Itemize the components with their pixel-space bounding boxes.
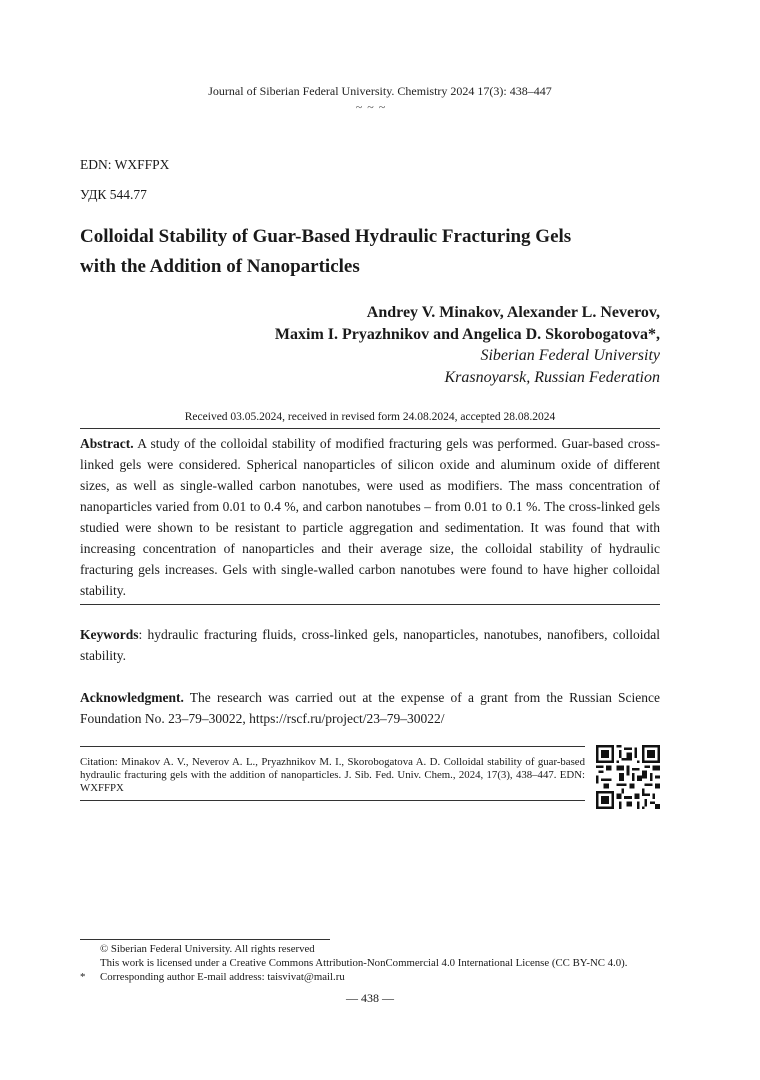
abstract	[80, 433, 660, 601]
keywords-text: : hydraulic fracturing fluids, cross-linked gels, nanoparticles, nanotubes, nanofibers, colloidal stability.	[80, 627, 660, 663]
received-dates: Received 03.05.2024, received in revised form 24.08.2024, accepted 28.08.2024	[184, 411, 556, 423]
journal-header: Journal of Siberian Federal University. Chemistry 2024 17(3): 438–447	[208, 84, 552, 98]
author-block	[275, 302, 660, 388]
authors-line-2: Maxim I. Pryazhnikov and Angelica D. Skorobogatova*,	[274, 325, 660, 343]
qr-code-icon	[596, 745, 660, 809]
location: Krasnoyarsk, Russian Federation	[444, 368, 660, 386]
citation-bottom-divider	[80, 800, 585, 801]
citation: Citation: Minakov A. V., Neverov A. L., Pryazhnikov M. I., Skorobogatova A. D. Colloidal stability of guar-based hydraulic fracturing gels with the addition of nanoparticles. J. Sib. Fed. Univ. Chem., 2024, 17(3), 438–447. EDN: WXFFPX	[80, 756, 585, 794]
title-line-1: Colloidal Stability of Guar-Based Hydraulic Fracturing Gels	[80, 226, 572, 247]
header-ornament: ~ ~ ~	[355, 100, 387, 114]
article-title	[80, 222, 660, 282]
keywords-label: Keywords	[80, 627, 139, 642]
udk-code: УДК 544.77	[80, 187, 147, 202]
acknowledgment-text: The research was carried out at the expense of a grant from the Russian Science Foundation No. 23–79–30022, https://rscf.ru/project/23–79–30022/	[80, 690, 660, 726]
abstract-divider	[80, 604, 660, 605]
citation-top-divider	[80, 746, 585, 747]
affiliation: Siberian Federal University	[480, 347, 660, 364]
copyright-note: © Siberian Federal University. All rights reserved	[100, 943, 315, 955]
footnote-asterisk: *	[80, 971, 86, 983]
top-divider	[80, 428, 660, 429]
authors-line-1: Andrey V. Minakov, Alexander L. Neverov,	[366, 304, 660, 321]
keywords	[80, 624, 660, 666]
acknowledgment-label: Acknowledgment.	[80, 690, 184, 705]
title-line-2: with the Addition of Nanoparticles	[80, 256, 360, 277]
page-number: — 438 —	[346, 991, 394, 1005]
license-note: This work is licensed under a Creative Commons Attribution-NonCommercial 4.0 International License (CC BY-NC 4.0).	[100, 957, 628, 969]
edn-code: EDN: WXFFPX	[80, 157, 170, 172]
abstract-text: A study of the colloidal stability of modified fracturing gels was performed. Guar-based cross-linked gels were considered. Spherical nanoparticles of silicon oxide and aluminum oxide of different sizes, as well as single-walled carbon nanotubes, were used as modifiers. The mass concentration of nanoparticles varied from 0.01 to 0.4 %, and carbon nanotubes – from 0.01 to 0.1 %. The cross-linked gels studied were shown to be resistant to particle aggregation and sedimentation. It was found that with increasing concentration of nanoparticles and their average size, the colloidal stability of hydraulic fracturing gels increases. Gels with single-walled carbon nanotubes were found to have higher colloidal stability.	[80, 436, 660, 598]
acknowledgment	[80, 687, 660, 729]
footnote-divider	[80, 939, 330, 940]
abstract-label: Abstract.	[80, 436, 134, 451]
corresponding-author-note: Corresponding author E-mail address: taisvivat@mail.ru	[100, 971, 345, 983]
